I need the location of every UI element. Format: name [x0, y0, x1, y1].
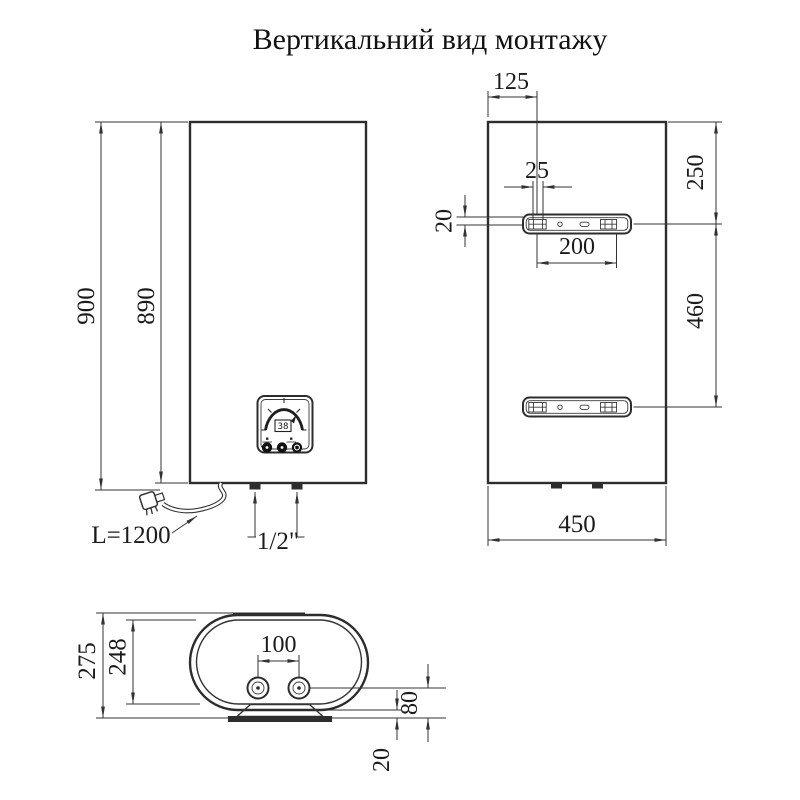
top-view-outline — [190, 615, 368, 710]
dim-label-890: 890 — [133, 287, 160, 325]
dim-label-900: 900 — [73, 287, 100, 325]
dim-label-460: 460 — [683, 293, 709, 329]
dim-label-200: 200 — [559, 234, 595, 260]
rear-view-outline — [488, 122, 666, 483]
cable-length-label: L=1200 — [91, 522, 171, 549]
rear-stub-left — [551, 483, 562, 489]
dim-label-275: 275 — [74, 642, 101, 680]
power-cable — [163, 483, 224, 511]
hot-water-stub — [292, 483, 303, 490]
pipe-connection-right — [289, 678, 310, 699]
rear-view — [488, 122, 666, 489]
power-plug — [139, 489, 168, 517]
wall-plate — [228, 716, 332, 722]
dim-label-25: 25 — [525, 158, 549, 184]
pipe-size-label: 1/2" — [256, 528, 300, 555]
temperature-display-value: 38 — [277, 422, 289, 432]
front-view — [139, 122, 366, 516]
standby-button — [292, 442, 302, 452]
dim-label-20-bracket: 20 — [431, 209, 458, 233]
cold-water-stub — [250, 483, 261, 490]
top-view-dimensions — [74, 613, 446, 772]
dim-label-250: 250 — [683, 154, 709, 191]
dim-label-80: 80 — [397, 691, 423, 715]
panel-microlabels — [263, 438, 297, 443]
drawing-title: Вертикальний вид монтажу — [252, 23, 608, 56]
dim-label-450: 450 — [558, 511, 596, 538]
lower-mounting-bracket — [523, 398, 631, 417]
dim-label-100: 100 — [260, 632, 297, 658]
dim-label-248: 248 — [104, 638, 132, 676]
rear-stub-right — [592, 483, 603, 489]
control-panel — [258, 396, 313, 453]
dim-label-125: 125 — [493, 69, 529, 95]
pipe-size-callout — [248, 492, 305, 555]
dial-needle — [291, 415, 297, 424]
dim-label-20-gap: 20 — [369, 748, 395, 772]
top-view — [190, 614, 368, 723]
upper-mounting-bracket — [523, 215, 631, 234]
front-view-dimensions — [73, 122, 305, 555]
cable-length-callout — [91, 516, 197, 549]
rear-view-dimensions — [432, 69, 723, 546]
pipe-connection-left — [248, 678, 269, 699]
